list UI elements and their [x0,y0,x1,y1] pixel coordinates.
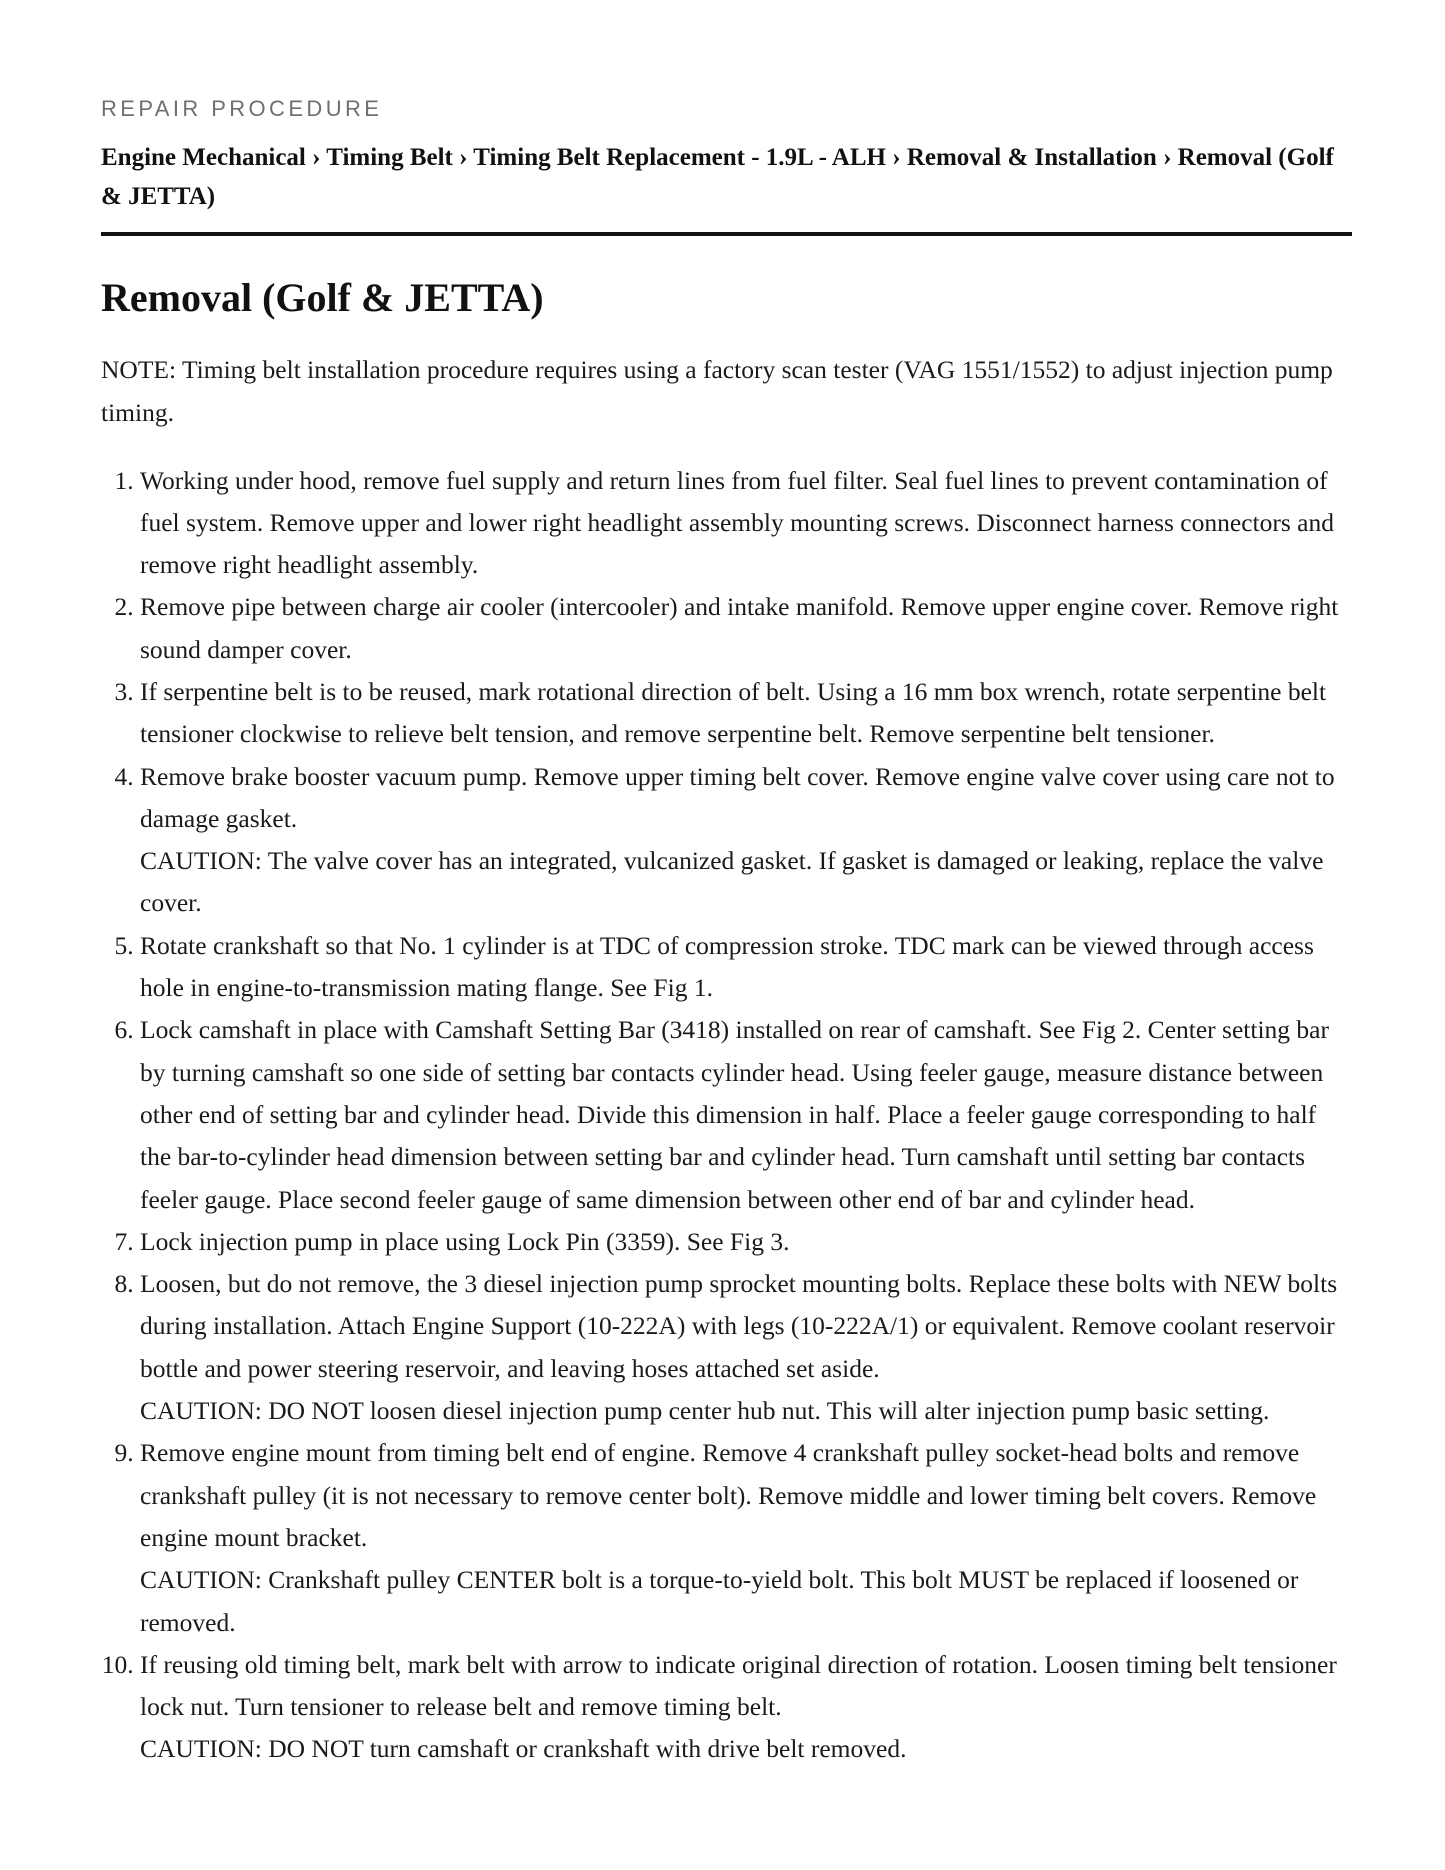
breadcrumb-item-removal-installation[interactable]: Removal & Installation [906,144,1157,171]
step-item [140,460,1352,587]
step-text: If serpentine belt is to be reused, mark rotational direction of belt. Using a 16 mm box wrench, rotate serpentine belt tensioner clockwise to relieve belt tension, and remove serpentine belt. Remove serpentine belt tensioner. [140,676,1327,749]
step-item [140,1263,1352,1432]
step-text: Lock injection pump in place using Lock Pin (3359). See Fig 3. [140,1226,790,1256]
procedure-steps [101,460,1352,1771]
step-text: Working under hood, remove fuel supply and return lines from fuel filter. Seal fuel lines to prevent contamination of fuel system. Remove upper and lower right headlight assembly mounting screws. Disconnect harness connectors and remove right headlight assembly. [140,465,1334,580]
breadcrumb-separator: › [892,144,907,171]
step-item [140,586,1352,671]
breadcrumb [101,138,1352,216]
breadcrumb-separator: › [312,144,327,171]
step-item [140,1221,1352,1263]
step-text: If reusing old timing belt, mark belt with arrow to indicate original direction of rotation. Loosen timing belt tensioner lock nut. Turn tensioner to release belt and remove timing belt. [140,1649,1337,1722]
step-item [140,1644,1352,1771]
step-caution: CAUTION: DO NOT turn camshaft or crankshaft with drive belt removed. [140,1734,907,1764]
step-item [140,1009,1352,1220]
step-item [140,1432,1352,1643]
document-page [101,94,1352,1771]
breadcrumb-item-current: Removal (Golf & JETTA) [101,144,1334,210]
breadcrumb-item-engine-mechanical[interactable]: Engine Mechanical [101,144,306,171]
procedure-note: NOTE: Timing belt installation procedure requires using a factory scan tester (VAG 1551/1552) to adjust injection pump timing. [101,355,1333,427]
header-divider [101,232,1352,236]
step-caution: CAUTION: Crankshaft pulley CENTER bolt is a torque-to-yield bolt. This bolt MUST be replaced if loosened or removed. [140,1565,1299,1637]
breadcrumb-separator: › [1163,144,1178,171]
section-eyebrow: REPAIR PROCEDURE [101,96,383,121]
step-caution: CAUTION: The valve cover has an integrated, vulcanized gasket. If gasket is damaged or leaking, replace the valve cover. [140,846,1324,918]
step-text: Remove brake booster vacuum pump. Remove upper timing belt cover. Remove engine valve cover using care not to damage gasket. [140,761,1335,833]
breadcrumb-separator: › [459,144,474,171]
step-text: Lock camshaft in place with Camshaft Setting Bar (3418) installed on rear of camshaft. See Fig 2. Center setting bar by turning camshaft so one side of setting bar contacts cylinder head. Using feeler gauge, measure distance between other end of setting bar and cylinder head. Divide this dimension in half. Place a feeler gauge corresponding to half the bar-to-cylinder head dimension between setting bar and cylinder head. Turn camshaft until setting bar contacts feeler gauge. Place second feeler gauge of same dimension between other end of bar and cylinder head. [140,1015,1329,1214]
step-item [140,925,1352,1010]
step-text: Remove pipe between charge air cooler (intercooler) and intake manifold. Remove upper engine cover. Remove right sound damper cover. [140,592,1339,664]
page-title: Removal (Golf & JETTA) [101,275,544,320]
step-item [140,671,1352,756]
step-item [140,756,1352,925]
step-caution: CAUTION: DO NOT loosen diesel injection pump center hub nut. This will alter injection pump basic setting. [140,1396,1270,1426]
step-text: Rotate crankshaft so that No. 1 cylinder is at TDC of compression stroke. TDC mark can be viewed through access hole in engine-to-transmission mating flange. See Fig 1. [140,930,1314,1003]
step-text: Loosen, but do not remove, the 3 diesel injection pump sprocket mounting bolts. Replace these bolts with NEW bolts during installation. Attach Engine Support (10-222A) with legs (10-222A/1) or equivalent. Remove coolant reservoir bottle and power steering reservoir, and leaving hoses attached set aside. [140,1269,1338,1383]
breadcrumb-item-timing-belt[interactable]: Timing Belt [326,144,453,171]
breadcrumb-item-timing-belt-replacement[interactable]: Timing Belt Replacement - 1.9L - ALH [473,144,886,171]
step-text: Remove engine mount from timing belt end of engine. Remove 4 crankshaft pulley socket-head bolts and remove crankshaft pulley (it is not necessary to remove center bolt). Remove middle and lower timing belt covers. Remove engine mount bracket. [140,1438,1317,1552]
